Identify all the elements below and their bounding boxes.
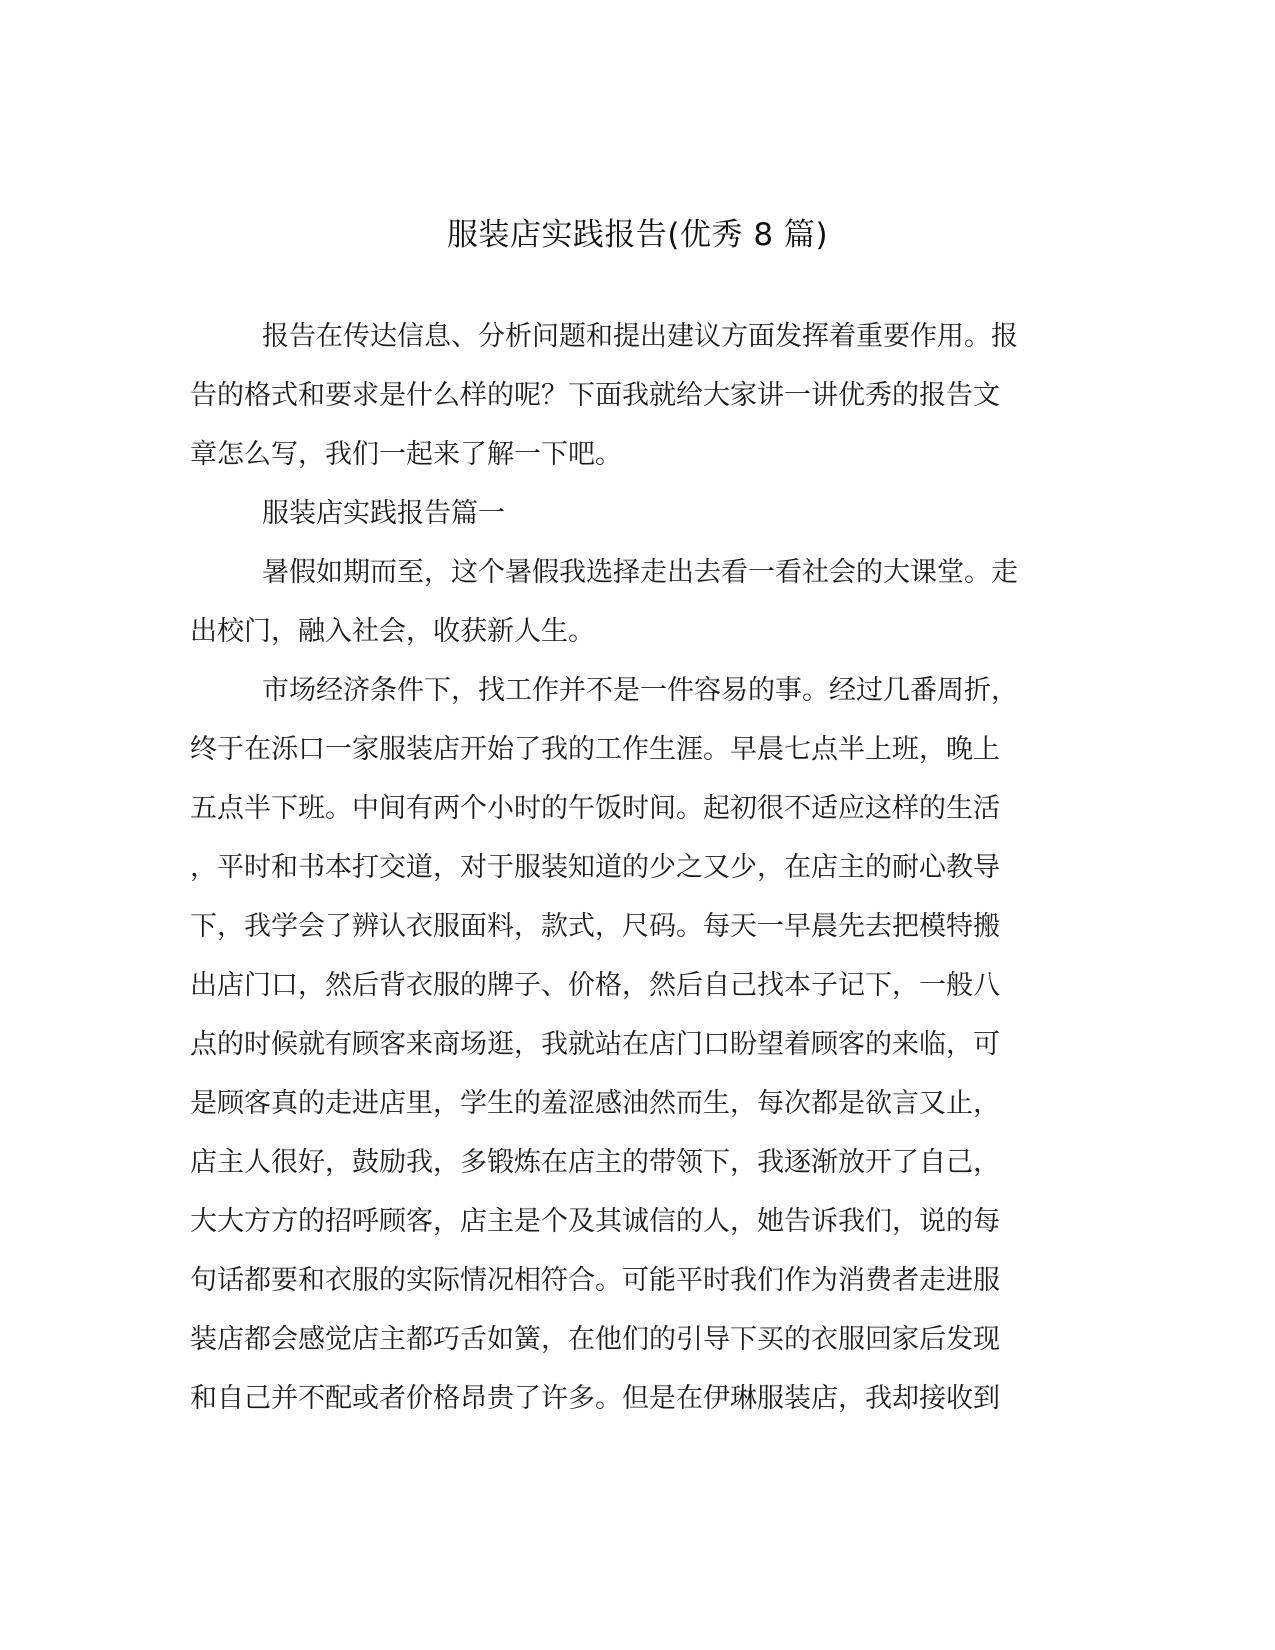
paragraph-line: 装店都会感觉店主都巧舌如簧，在他们的引导下买的衣服回家后发现 xyxy=(190,1324,1000,1355)
paragraph-line: 点的时候就有顾客来商场逛，我就站在店门口盼望着顾客的来临，可 xyxy=(190,1029,1000,1060)
paragraph-line: 市场经济条件下，找工作并不是一件容易的事。经过几番周折， xyxy=(262,675,1018,706)
paragraph-line: 大大方方的招呼顾客，店主是个及其诚信的人，她告诉我们，说的每 xyxy=(190,1206,1000,1237)
paragraph-line: 暑假如期而至，这个暑假我选择走出去看一看社会的大课堂。走 xyxy=(262,557,1018,588)
paragraph-line: 五点半下班。中间有两个小时的午饭时间。起初很不适应这样的生活 xyxy=(190,793,1000,824)
paragraph-line: 是顾客真的走进店里，学生的羞涩感油然而生，每次都是欲言又止， xyxy=(190,1088,1000,1119)
paragraph-line: 终于在泺口一家服装店开始了我的工作生涯。早晨七点半上班，晚上 xyxy=(190,734,1000,765)
paragraph-line: 店主人很好，鼓励我，多锻炼在店主的带领下，我逐渐放开了自己， xyxy=(190,1147,1000,1178)
paragraph-line: 出店门口，然后背衣服的牌子、价格，然后自己找本子记下，一般八 xyxy=(190,970,1000,1001)
paragraph-line: 报告在传达信息、分析问题和提出建议方面发挥着重要作用。报 xyxy=(262,321,1018,352)
paragraph-line: 告的格式和要求是什么样的呢？下面我就给大家讲一讲优秀的报告文 xyxy=(190,380,1000,411)
paragraph-line: 下，我学会了辨认衣服面料，款式，尺码。每天一早晨先去把模特搬 xyxy=(190,911,1000,942)
paragraph-line: 句话都要和衣服的实际情况相符合。可能平时我们作为消费者走进服 xyxy=(190,1265,1000,1296)
document-title: 服装店实践报告(优秀 8 篇) xyxy=(446,217,829,253)
paragraph-line: 和自己并不配或者价格昂贵了许多。但是在伊琳服装店，我却接收到 xyxy=(190,1383,1000,1414)
paragraph-line: 章怎么写，我们一起来了解一下吧。 xyxy=(190,439,622,470)
paragraph-line: ，平时和书本打交道，对于服装知道的少之又少，在店主的耐心教导 xyxy=(190,852,1000,883)
section-heading: 服装店实践报告篇一 xyxy=(262,498,505,529)
paragraph-line: 出校门，融入社会，收获新人生。 xyxy=(190,616,595,647)
